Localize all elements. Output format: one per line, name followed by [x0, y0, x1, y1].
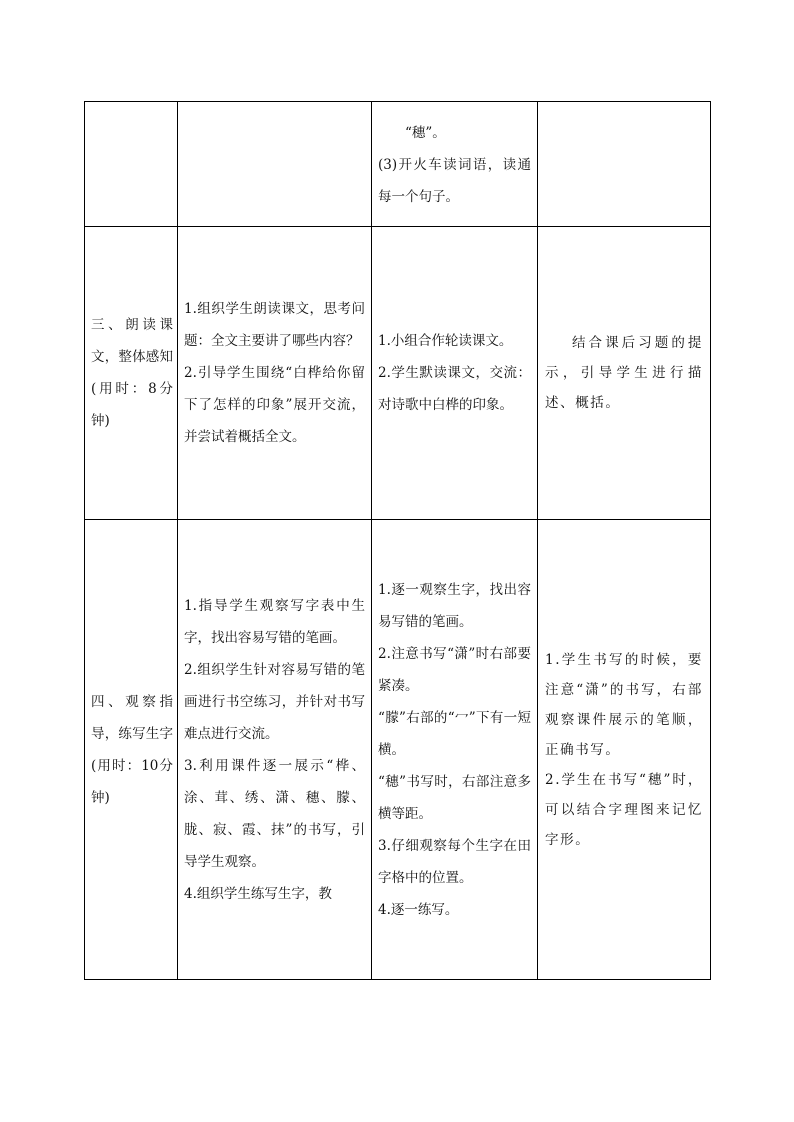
teacher-activity-cell: [178, 102, 372, 227]
cell-paragraph: 3.利用课件逐一展示“桦、涂、茸、绣、潇、穗、朦、胧、寂、霞、抹”的书写，引导学生观察。: [184, 757, 365, 870]
stage-cell: [85, 102, 178, 227]
cell-paragraph: 1.逐一观察生字，找出容易写错的笔画。: [378, 581, 531, 630]
student-activity-cell: [372, 520, 538, 980]
cell-paragraph: 2.注意书写“潇”时右部要紧凑。: [378, 645, 531, 694]
cell-paragraph: 2.引导学生围绕“白桦给你留下了怎样的印象”展开交流，并尝试着概括全文。: [184, 365, 365, 445]
design-intent-cell: [538, 102, 711, 227]
cell-paragraph: 1.组织学生朗读课文，思考问题：全文主要讲了哪些内容？: [184, 301, 365, 349]
stage-label: 四、观察指导，练写生字(用时：10分钟): [91, 693, 173, 806]
cell-paragraph: 2.学生在书写“穗”时，可以结合字理图来记忆字形。: [545, 771, 703, 848]
table-row: [85, 520, 711, 980]
design-intent-cell: [538, 227, 711, 520]
teacher-activity-cell: [178, 520, 372, 980]
cell-paragraph: 1.指导学生观察写字表中生字，找出容易写错的笔画。: [184, 597, 365, 646]
cell-paragraph: 1.学生书写的时候，要注意“潇”的书写，右部观察课件展示的笔顺，正确书写。: [545, 651, 703, 758]
student-activity-cell: [372, 102, 538, 227]
lesson-plan-table: [84, 101, 711, 980]
cell-paragraph: (3)开火车读词语，读通每一个句子。: [378, 157, 531, 205]
design-intent-cell: [538, 520, 711, 980]
cell-paragraph: 2.组织学生针对容易写错的笔画进行书空练习，并针对书写难点进行交流。: [184, 661, 365, 742]
student-activity-cell: [372, 227, 538, 520]
table-row: [85, 227, 711, 520]
cell-paragraph: “穗”。: [405, 125, 446, 141]
cell-paragraph: 3.仔细观察每个生字在田字格中的位置。: [378, 837, 531, 886]
cell-paragraph: 4.逐一练写。: [378, 901, 459, 918]
cell-paragraph: “穗”书写时，右部注意多横等距。: [378, 773, 531, 822]
cell-paragraph: 4.组织学生练写生字，教: [184, 885, 332, 902]
cell-paragraph: 结合课后习题的提示，引导学生进行描述、概括。: [545, 335, 703, 411]
stage-cell: [85, 520, 178, 980]
teacher-activity-cell: [178, 227, 372, 520]
stage-cell: [85, 227, 178, 520]
cell-paragraph: 1.小组合作轮读课文。: [378, 333, 513, 349]
stage-label: 三、朗读课文，整体感知(用时：8分钟): [91, 317, 173, 429]
cell-paragraph: 2.学生默读课文，交流：对诗歌中白桦的印象。: [378, 365, 531, 413]
table-row: [85, 102, 711, 227]
cell-paragraph: “朦”右部的“冖”下有一短横。: [378, 709, 531, 758]
